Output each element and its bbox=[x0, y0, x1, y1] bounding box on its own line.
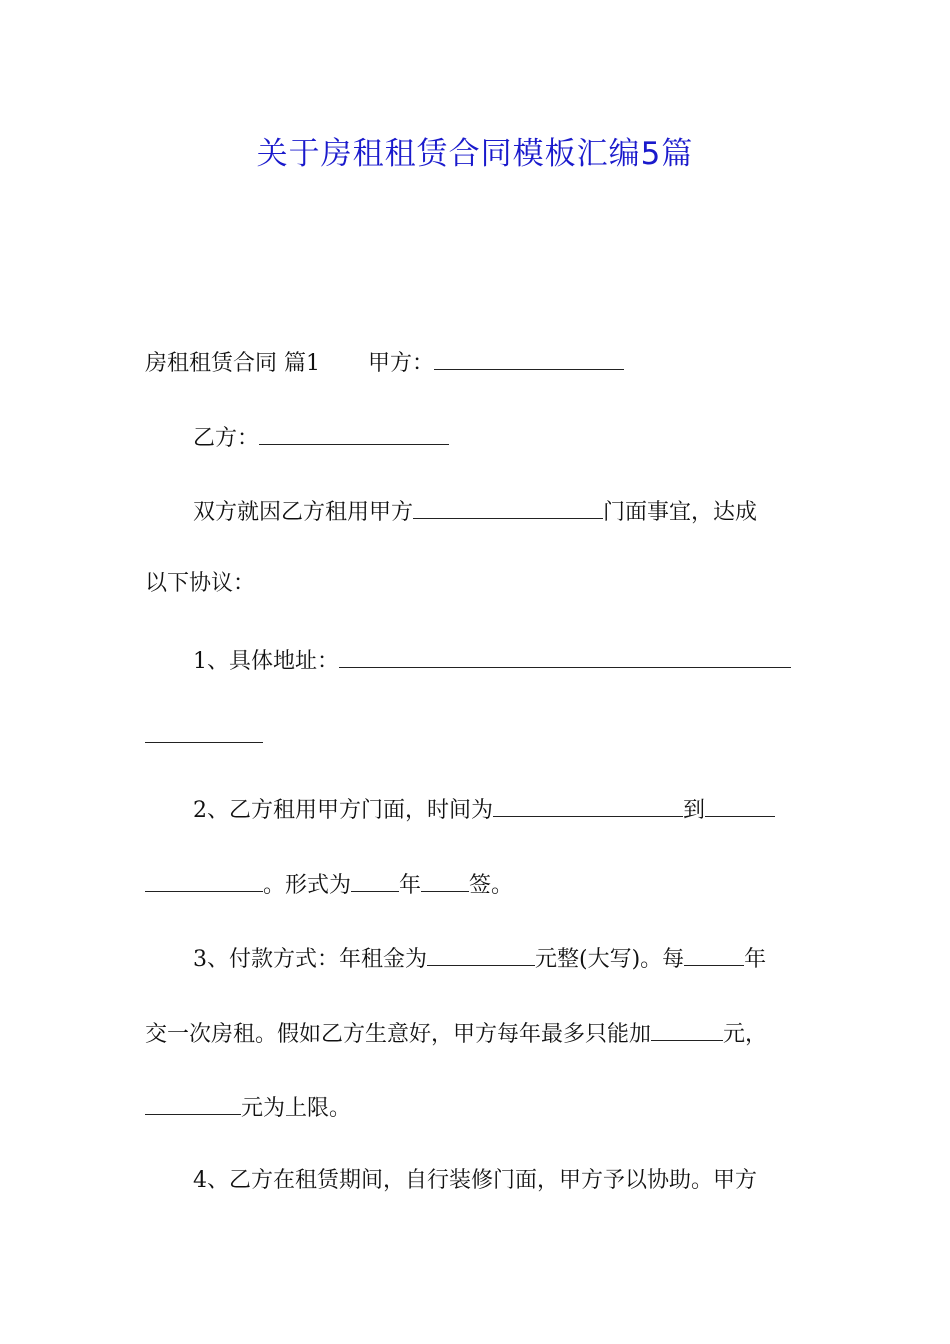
party-b-blank bbox=[259, 418, 449, 445]
clause-2-text-b: 到 bbox=[683, 798, 706, 823]
payment-interval-blank bbox=[684, 939, 744, 966]
upper-limit-blank bbox=[145, 1088, 241, 1115]
line-clause-1-continue bbox=[145, 716, 810, 752]
party-b-label: 乙方： bbox=[193, 426, 260, 451]
clause-3-text-a: 3、付款方式：年租金为 bbox=[193, 947, 427, 972]
clause-3-text-d: 交一次房租。假如乙方生意好，甲方每年最多只能加 bbox=[145, 1022, 652, 1047]
line-clause-2 bbox=[145, 790, 810, 826]
storefront-blank bbox=[413, 492, 603, 519]
clause-3-text-c: 年 bbox=[744, 947, 767, 972]
line-heading bbox=[145, 343, 810, 379]
clause-2-text-a: 2、乙方租用甲方门面，时间为 bbox=[193, 798, 493, 823]
clause-3-text-e: 元， bbox=[723, 1022, 768, 1047]
clause-2-text-e: 签。 bbox=[469, 873, 514, 898]
line-agreement-continue bbox=[145, 566, 810, 602]
line-clause-3 bbox=[145, 939, 810, 975]
clause-3-text-b: 元整(大写)。每 bbox=[535, 947, 685, 972]
line-clause-2-continue bbox=[145, 865, 810, 901]
section-heading: 房租租赁合同 篇1 bbox=[145, 351, 320, 376]
intro-text-a: 双方就因乙方租用甲方 bbox=[193, 500, 414, 525]
clause-2-text-c: 。形式为 bbox=[263, 873, 352, 898]
intro-text-b: 门面事宜，达成 bbox=[603, 500, 758, 525]
clause-1-text: 1、具体地址： bbox=[193, 649, 339, 674]
line-clause-1 bbox=[145, 641, 810, 677]
start-date-blank bbox=[493, 790, 683, 817]
clause-3-text-f: 元为上限。 bbox=[241, 1096, 352, 1121]
line-clause-3-end bbox=[145, 1088, 810, 1124]
sign-period-blank bbox=[421, 865, 469, 892]
clause-2-text-d: 年 bbox=[399, 873, 422, 898]
address-blank bbox=[339, 641, 791, 668]
intro-continue-text: 以下协议： bbox=[145, 571, 256, 596]
address-blank-continue bbox=[145, 716, 263, 743]
line-agreement-intro bbox=[145, 492, 810, 528]
term-years-blank bbox=[351, 865, 399, 892]
max-increase-blank bbox=[651, 1014, 723, 1041]
annual-rent-blank bbox=[427, 939, 535, 966]
end-date-blank bbox=[705, 790, 775, 817]
document-title: 关于房租租赁合同模板汇编5篇 bbox=[256, 136, 694, 172]
party-a-label: 甲方： bbox=[368, 351, 435, 376]
line-clause-3-continue bbox=[145, 1014, 810, 1050]
clause-4-text: 4、乙方在租赁期间，自行装修门面，甲方予以协助。甲方 bbox=[193, 1168, 757, 1193]
party-a-blank bbox=[434, 343, 624, 370]
end-date-blank-continue bbox=[145, 865, 263, 892]
line-party-b bbox=[145, 418, 810, 454]
line-clause-4 bbox=[145, 1163, 810, 1199]
